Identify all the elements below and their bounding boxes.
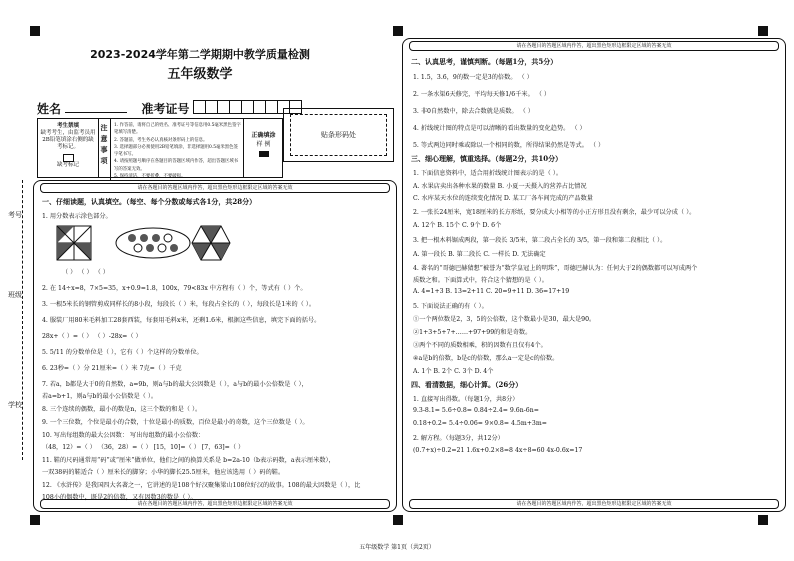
question-line: 4. 服装厂用80米毛料加工28套西装，每套用毛料x米，还剩1.6米，根据这些信息，填完下面的括号。 bbox=[42, 317, 321, 324]
left-answer-panel bbox=[33, 180, 397, 512]
choice-line: A. 1个 B. 2个 C. 3个 D. 4个 bbox=[413, 368, 494, 375]
choice-line: 4. 著名的“哥德巴赫猜想”被誉为“数学皇冠上的明珠”，哥德巴赫认为：任何大于2的偶数都可以写成两个 bbox=[413, 265, 698, 272]
choice-line: 3. 把一根木料锯成两段，第一段长 3/5米，第二段占全长的 3/5，第一段和第二段相比（ ）。 bbox=[413, 237, 667, 244]
absent-mark-box[interactable] bbox=[63, 154, 74, 162]
side-label-school: 考号 bbox=[8, 211, 22, 219]
notice-rules: 1. 作答前，请将自己的姓名、准考证号等信息用0.5毫米黑色签字笔填写清楚。 2. 答题前，考生务必认真核对条形码上的信息。 3. 选择题部分必须使用2B铅笔填涂，非选择题用0.5毫米黑色签字笔书写。 4. 请按照题号顺序在各题目的答题区域内作答，超出答题区域书写的答案无效。 5. 保持清洁，不要折叠，不要破损。 bbox=[114, 123, 241, 180]
calc-line: 2. 解方程。（每题3分，共12分） bbox=[413, 435, 504, 442]
corner-marker bbox=[393, 26, 403, 36]
choice-line: ②1+3+5+7+……+97+99的和是奇数。 bbox=[413, 329, 532, 336]
corner-marker bbox=[758, 515, 768, 525]
side-label-exam-no: 学校 bbox=[8, 401, 22, 409]
choice-line: ④a是b的倍数，b是c的倍数，那么a一定是c的倍数。 bbox=[413, 355, 559, 362]
choice-line: C. 水库某天水位的连续变化情况 D. 某工厂各车间完成的产品数量 bbox=[413, 195, 593, 202]
section-3-title: 三、细心理解，慎重选择。（每题2分，共10分） bbox=[411, 154, 563, 163]
choice-line: 5. 下面说法正确的有（ ）。 bbox=[413, 303, 488, 310]
question-line: 5. 5/11 的分数单位是（ ），它有（ ）个这样的分数单位。 bbox=[42, 349, 203, 356]
question-line: 11. 鞋的尺码通常用“码”或“厘米”做单位，他们之间的换算关系是 b=2a-10（b表示码数，a表示厘米数）， bbox=[42, 457, 335, 464]
choice-line: A. 水果店卖出各种水果的数量 B. 小夏一天摄入的营养占比情况 bbox=[413, 183, 587, 190]
calc-line: (0.7+x)÷0.2=21 1.6x+0.2×8=8 4x÷8=60 4x-0.6x=17 bbox=[413, 447, 583, 454]
figure-oval bbox=[114, 226, 192, 260]
section-4-title: 四、看清数据，细心计算。（26分） bbox=[411, 380, 523, 389]
question-line: 3. 一根5米长的钢管剪成同样长的8小段，每段长（ ）米，每段占全长的（ ），每段长是1米的（ ）。 bbox=[42, 301, 316, 308]
choice-line: ①一个两位数是2，3，5的公倍数，这个数最小是30，最大是90。 bbox=[413, 316, 596, 323]
corner-marker bbox=[758, 26, 768, 36]
choice-line: A. 第一段长 B. 第二段长 C. 一样长 D. 无法确定 bbox=[413, 251, 546, 258]
side-label-class: 班级 bbox=[8, 291, 22, 299]
question-line: 12. 《水浒传》是我国四大名著之一，它讲述的是108个好汉聚集梁山108位好汉的故事。108的最大因数是（ ），比 bbox=[42, 482, 361, 489]
choice-line: 质数之和。下面算式中，符合这个猜想的是（ ）。 bbox=[413, 277, 548, 284]
calc-line: 1. 直接写出得数。（每题1分，共8分） bbox=[413, 396, 519, 403]
barcode-label: 贴条形码处 bbox=[290, 114, 387, 156]
notice-absent-column: 考生禁填 缺考考生，由监考员用2B铅笔填涂右侧的缺考标记。 缺考标记 bbox=[38, 119, 99, 177]
question-line: 9. 一个三位数，个位是最小的合数，十位是最小的质数，百位是最小的奇数，这个三位数是（ ）。 bbox=[42, 419, 309, 426]
question-line: 108小的偶数中，既是2的倍数，又有因数3的数是（ ）。 bbox=[42, 494, 197, 501]
choice-line: A. 4=1+3 B. 13=2+11 C. 20=9+11 D. 36=17+19 bbox=[413, 288, 570, 295]
exam-title: 2023-2024学年第二学期期中教学质量检测 bbox=[90, 48, 310, 61]
name-field[interactable] bbox=[65, 102, 127, 113]
binding-line bbox=[22, 180, 23, 460]
choice-line: ③两个不同的质数相乘，积的因数有且仅有4个。 bbox=[413, 342, 547, 349]
area-notice-top: 请在各题目的答题区域内作答，超出黑色矩形边框限定区域的答案无效 bbox=[40, 183, 390, 193]
filled-sample-mark bbox=[259, 151, 269, 157]
calc-line: 9.3-8.1= 5.6÷0.8= 0.84÷2.4= 9.6n-6n= bbox=[413, 407, 539, 414]
choice-line: A. 12个 B. 15个 C. 9个 D. 6个 bbox=[413, 222, 502, 229]
question-line: 28x+（ ）=（ ） （ ）-28x=（ ） bbox=[42, 333, 142, 340]
question-line: 1. 用分数表示涂色部分。 bbox=[42, 213, 112, 220]
calc-line: 0.18+0.2= 5.4÷0.06= 9×0.8= 4.5m+3m= bbox=[413, 420, 547, 427]
judge-item: 1. 1.5，3.6，9的数一定是3的倍数。 （ ） bbox=[413, 74, 533, 81]
question-line: 2. 在 14÷x=8，7×5=35，x+0.9=1.8，100x，79<83x 中方程有（ ）个，等式有（ ）个。 bbox=[42, 285, 307, 292]
notice-heading: 注意事项 bbox=[98, 119, 111, 180]
area-notice-bottom: 请在各题目的答题区域内作答，超出黑色矩形边框限定区域的答案无效 bbox=[40, 499, 390, 509]
question-line: 6. 23秒=（ ）分 21厘米=（ ）米 7克=（ ）千克 bbox=[42, 365, 182, 372]
judge-item: 5. 等式两边同时乘或除以一个相同的数，所得结果仍然是等式。 （ ） bbox=[413, 142, 605, 149]
question-line: 10. 写出每组数的最大公因数： 写出每组数的最小公倍数： bbox=[42, 432, 205, 439]
barcode-area bbox=[283, 108, 394, 162]
figure-square bbox=[56, 225, 92, 261]
right-answer-panel bbox=[402, 38, 786, 512]
name-label: 姓名 bbox=[37, 102, 62, 116]
subject-title: 五年级数学 bbox=[167, 67, 233, 82]
question-line: 若a=b+1，则a与b的最小公倍数是（ ）。 bbox=[42, 393, 158, 400]
judge-item: 4. 折线统计图的特点是可以清晰的看出数量的变化趋势。 （ ） bbox=[413, 125, 586, 132]
figure-hexagon bbox=[191, 224, 231, 262]
judge-item: 2. 一条水渠6天修完，平均每天修1/6千米。 （ ） bbox=[413, 91, 551, 98]
candidate-row bbox=[37, 100, 302, 117]
question-line: 8. 三个连续的偶数，最小的数是n，这三个数的和是（ ）。 bbox=[42, 406, 202, 413]
corner-marker bbox=[393, 515, 403, 525]
choice-line: 1. 下面信息资料中，适合用折线统计图表示的是（ ）。 bbox=[413, 170, 563, 177]
corner-marker bbox=[30, 26, 40, 36]
section-2-title: 二、认真思考，谨慎判断。（每题1分，共5分） bbox=[411, 57, 558, 66]
corner-marker bbox=[30, 515, 40, 525]
exam-notice bbox=[37, 118, 283, 178]
choice-line: 2. 一张长24厘米，宽18厘米的长方形纸，要分成大小相等的小正方形且没有剩余，最少可以分成（ ）。 bbox=[413, 209, 696, 216]
section-1-title: 一、仔细读题，认真填空。（每空、每个分数或每式各1分，共28分） bbox=[42, 197, 257, 206]
area-notice-top: 请在各题目的答题区域内作答，超出黑色矩形边框限定区域的答案无效 bbox=[409, 41, 779, 51]
area-notice-bottom: 请在各题目的答题区域内作答，超出黑色矩形边框限定区域的答案无效 bbox=[409, 499, 779, 509]
id-label: 准考证号 bbox=[141, 102, 190, 116]
page-footer: 五年级数学 第1页（共2页） bbox=[359, 544, 435, 551]
question-line: 7. 若a，b都是大于0的自然数，a=9b，则a与b的最大公因数是（ ），a与b的最小公倍数是（ ）， bbox=[42, 381, 308, 388]
question-line: （48，12）=（ ） （36，28）=（ ） [15，10]=（ ） [7，63]=（ ） bbox=[42, 444, 245, 451]
fill-sample: 正确填涂 样 例 bbox=[243, 119, 283, 177]
question-line: （ ） （ ） （ ） bbox=[62, 269, 109, 276]
question-line: 一双38码的鞋适合（ ）厘米长的脚穿；小华的脚长25.5厘米，他应该选用（ ）码的鞋。 bbox=[42, 469, 285, 476]
judge-item: 3. 非0自然数中，除去合数就是质数。 （ ） bbox=[413, 108, 534, 115]
